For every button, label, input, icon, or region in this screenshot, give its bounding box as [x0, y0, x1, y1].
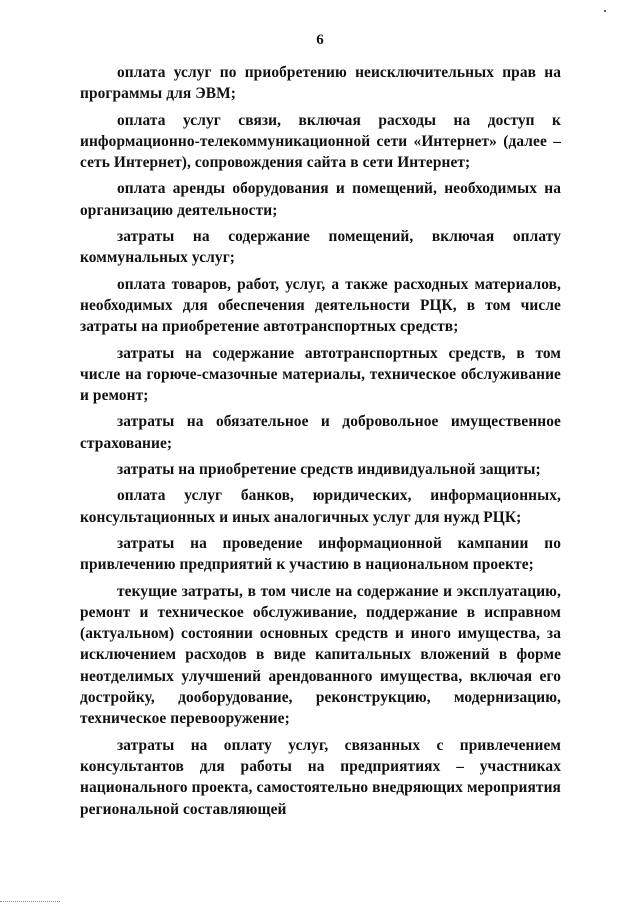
paragraph: затраты на приобретение средств индивидуальной защиты;	[117, 461, 541, 479]
scan-speck	[604, 10, 606, 12]
paragraph: затраты на содержание автотранспортных средств, в том числе на горюче-смазочные материалы, техническое обслуживание и ремонт;	[80, 344, 561, 405]
paragraph: текущие затраты, в том числе на содержание и эксплуатацию, ремонт и техническое обслуживание, поддержание в исправном (актуальном) состоянии основных средств и иного имущества, за исключением расходов в виде капитальных вложений в форме неотделимых улучшений арендованного имущества, включая его достройку, дооборудование, реконструкцию, модернизацию, техническое перевооружение;	[80, 582, 561, 728]
paragraph: оплата товаров, работ, услуг, а также расходных материалов, необходимых для обеспечения деятельности РЦК, в том числе затраты на приобретение автотранспортных средств;	[80, 275, 561, 336]
paragraph: оплата аренды оборудования и помещений, необходимых на организацию деятельности;	[80, 180, 561, 219]
scan-edge-mark	[0, 901, 60, 902]
paragraph: оплата услуг связи, включая расходы на доступ к информационно-телекоммуникационной сети «Интернет» (далее – сеть Интернет), сопровождения сайта в сети Интернет;	[80, 111, 561, 172]
page-number: 6	[316, 32, 324, 48]
paragraph: затраты на обязательное и добровольное имущественное страхование;	[80, 413, 561, 452]
paragraph: затраты на проведение информационной кампании по привлечению предприятий к участию в национальном проекте;	[80, 534, 561, 574]
paragraph: оплата услуг по приобретению неисключительных прав на программы для ЭВМ;	[80, 64, 561, 103]
paragraph: оплата услуг банков, юридических, информационных, консультационных и иных аналогичных услуг для нужд РЦК;	[80, 487, 561, 526]
paragraph: затраты на оплату услуг, связанных с привлечением консультантов для работы на предприятиях – участниках национального проекта, самостоятельно внедряющих мероприятия региональной составляющей	[80, 736, 561, 818]
document-body	[80, 62, 561, 825]
paragraph: затраты на содержание помещений, включая оплату коммунальных услуг;	[80, 228, 561, 267]
